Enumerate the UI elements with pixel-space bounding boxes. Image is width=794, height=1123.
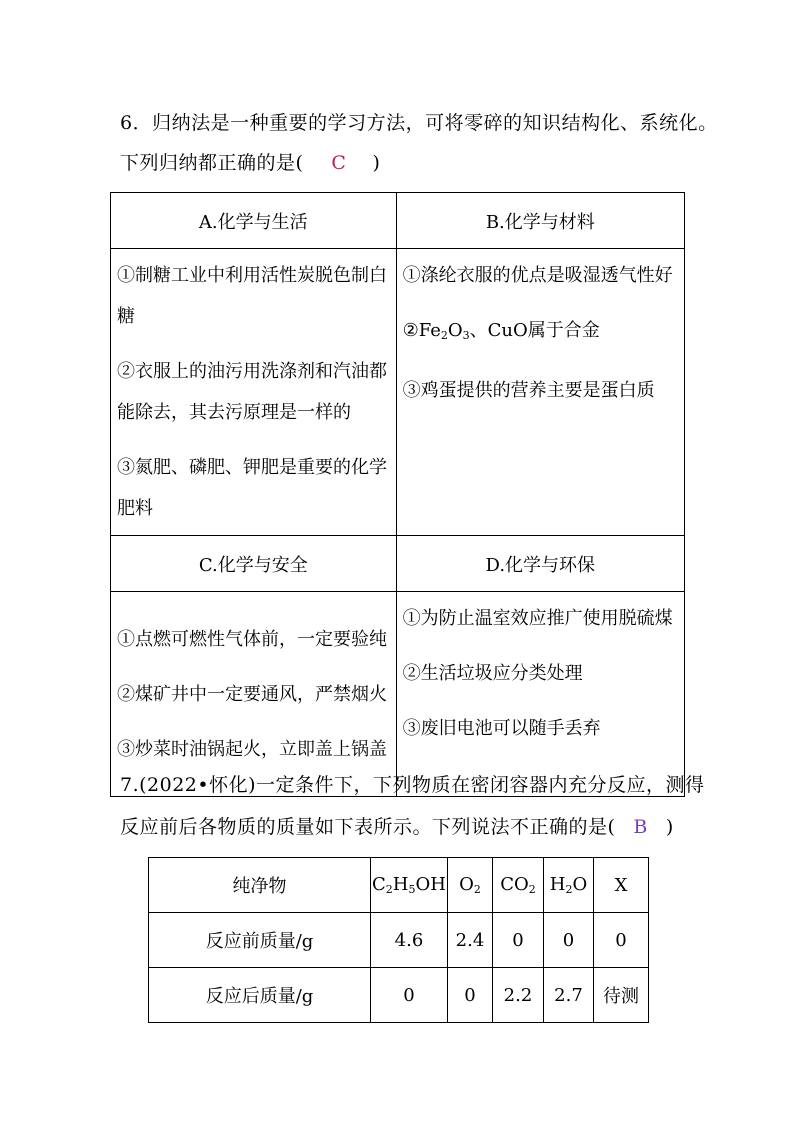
q6-answer: C: [331, 152, 347, 174]
mass-table-header-oxygen: $O_2$: [448, 858, 493, 913]
option-d-list: [396, 592, 684, 797]
option-d-item: ②生活垃圾应分类处理: [402, 663, 583, 684]
option-c-item: ③炒菜时油锅起火，立即盖上锅盖: [117, 738, 387, 760]
mass-table-cell: 待测: [594, 968, 649, 1023]
mass-table-cell: 2.2: [493, 968, 544, 1023]
option-b-header: B.化学与材料: [396, 193, 684, 249]
mass-table: [148, 857, 649, 1023]
q6-stem-suffix: ): [372, 152, 381, 174]
option-b-item: ①涤纶衣服的优点是吸湿透气性好: [402, 265, 673, 286]
q7-answer: B: [633, 816, 648, 838]
option-c-list: [111, 592, 397, 797]
option-a-item: ①制糖工业中利用活性炭脱色制白糖: [117, 265, 387, 327]
mass-table-header-water: $H_2O$: [544, 858, 594, 913]
option-d-header: D.化学与环保: [396, 536, 684, 592]
mass-table-row-label: 反应后质量/g: [149, 968, 371, 1023]
q7-stem-suffix: ): [665, 816, 674, 838]
option-b-item-formula: $②Fe_2O_3$、CuO属于合金: [402, 320, 600, 342]
mass-table-header-substance: 纯净物: [149, 858, 371, 913]
mass-table-cell: 4.6: [371, 913, 448, 968]
option-b-list: [396, 249, 684, 536]
mass-table-cell: 0: [448, 968, 493, 1023]
option-c-item: ①点燃可燃性气体前，一定要验纯: [117, 628, 387, 650]
q7-stem-prefix: 反应前后各物质的质量如下表所示。下列说法不正确的是(: [120, 816, 616, 838]
option-a-list: [111, 249, 397, 536]
option-d-item: ③废旧电池可以随手丢弃: [402, 718, 601, 739]
q6-options-table: [110, 192, 685, 797]
option-c-header: C.化学与安全: [111, 536, 397, 592]
option-a-header: A.化学与生活: [111, 193, 397, 249]
option-d-item: ①为防止温室效应推广使用脱硫煤: [402, 608, 673, 629]
mass-table-cell: 2.7: [544, 968, 594, 1023]
q7-stem-line2: [120, 812, 674, 839]
mass-table-cell: 0: [594, 913, 649, 968]
mass-table-header-x: X: [594, 858, 649, 913]
option-c-item: ②煤矿井中一定要通风，严禁烟火: [117, 683, 387, 705]
mass-table-cell: 0: [493, 913, 544, 968]
mass-table-header-co2: $CO_2$: [493, 858, 544, 913]
mass-table-cell: 0: [371, 968, 448, 1023]
q7-stem-line1: 7.(2022•怀化)一定条件下，下列物质在密闭容器内充分反应，测得: [120, 774, 705, 796]
q6-stem-prefix: 下列归纳都正确的是(: [120, 152, 304, 174]
q6-stem-line2: [120, 148, 380, 175]
mass-table-cell: 2.4: [448, 913, 493, 968]
q6-stem-line1: 6．归纳法是一种重要的学习方法，可将零碎的知识结构化、系统化。: [120, 112, 718, 134]
mass-table-row-label: 反应前质量/g: [149, 913, 371, 968]
mass-table-cell: 0: [544, 913, 594, 968]
mass-table-header-ethanol: $C_2H_5OH$: [371, 858, 448, 913]
option-a-item: ③氮肥、磷肥、钾肥是重要的化学肥料: [117, 457, 387, 519]
option-b-item: ③鸡蛋提供的营养主要是蛋白质: [402, 380, 655, 401]
option-a-item: ②衣服上的油污用洗涤剂和汽油都能除去，其去污原理是一样的: [117, 361, 387, 423]
